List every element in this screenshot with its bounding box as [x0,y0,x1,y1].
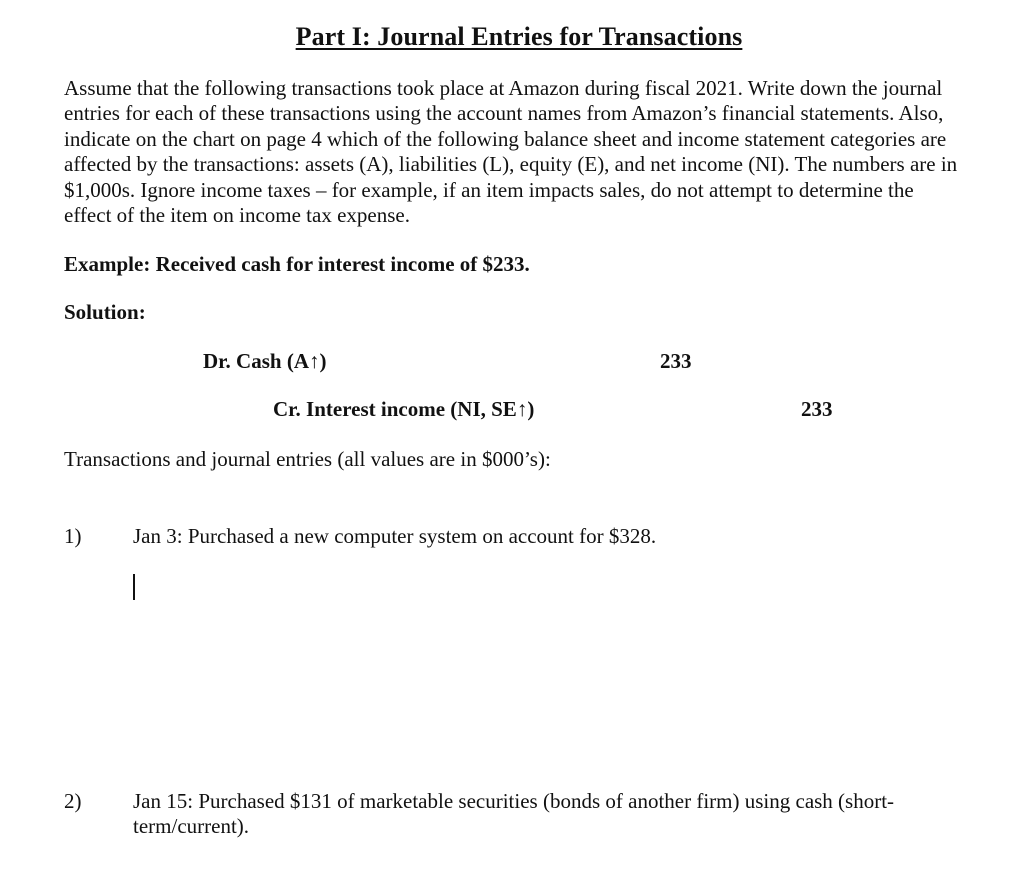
debit-entry-amount: 233 [660,349,692,373]
transaction-number: 2) [64,789,82,813]
text-cursor [133,574,135,600]
solution-label: Solution: [64,300,146,324]
transaction-number: 1) [64,524,82,548]
transactions-heading: Transactions and journal entries (all values are in $000’s): [64,447,551,471]
answer-text-area[interactable] [133,566,973,756]
transaction-text: Jan 15: Purchased $131 of marketable securities (bonds of another firm) using cash (short-term/current). [133,789,895,839]
transaction-text: Jan 3: Purchased a new computer system on account for $328. [133,524,657,548]
page-title: Part I: Journal Entries for Transactions [295,22,743,51]
debit-entry-account: Dr. Cash (A↑) [203,349,327,373]
example-heading: Example: Received cash for interest income of $233. [64,252,530,276]
intro-paragraph: Assume that the following transactions took place at Amazon during fiscal 2021. Write down the journal entries for each of these transactions using the account names from Amazon’s financial statements. Also, indicate on the chart on page 4 which of the following balance sheet and income statement categories are affected by the transactions: assets (A), liabilities (L), equity (E), and net income (NI). The numbers are in $1,000s. Ignore income taxes – for example, if an item impacts sales, do not attempt to determine the effect of the item on income tax expense. [64,76,958,228]
credit-entry-amount: 233 [801,397,833,421]
credit-entry-account: Cr. Interest income (NI, SE↑) [273,397,535,421]
